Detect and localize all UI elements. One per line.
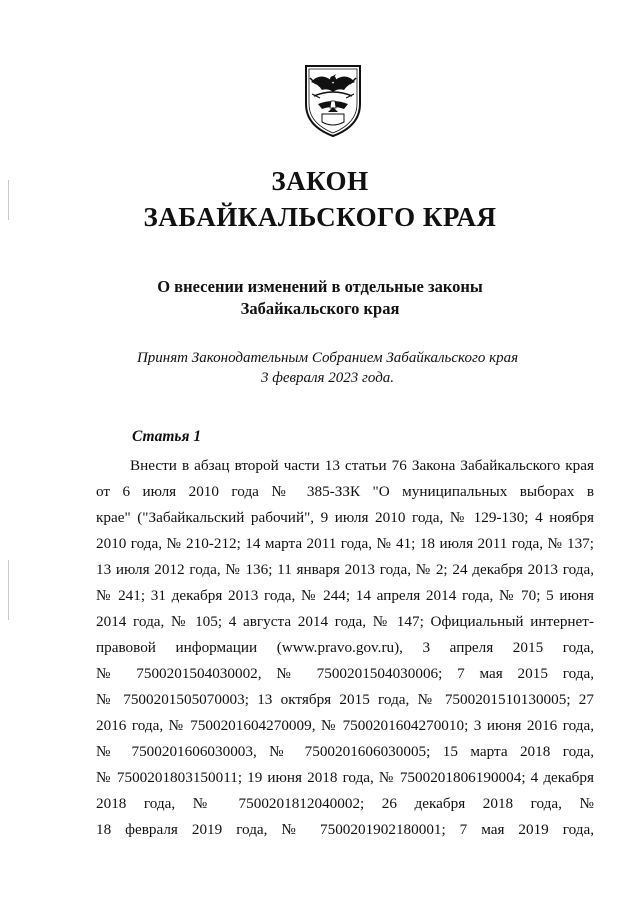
law-subtitle-line-2: Забайкальского края (240, 299, 400, 318)
article-heading: Статья 1 (132, 428, 202, 445)
scan-edge-mark (8, 180, 9, 220)
coat-of-arms-icon (298, 62, 368, 138)
law-title: ЗАКОН (271, 166, 369, 196)
body-line: крае" ("Забайкальский рабочий", 9 июля 2010 года, № 129-130; 4 ноября (96, 509, 594, 526)
body-line: 2010 года, № 210-212; 14 марта 2011 года, № 41; 18 июля 2011 года, № 137; (96, 535, 594, 552)
body-line: правовой информации (www.pravo.gov.ru), 3 апреля 2015 года, (96, 639, 594, 656)
body-line: № 7500201803150011; 19 июня 2018 года, № 7500201806190004; 4 декабря (96, 769, 594, 786)
scan-edge-mark (8, 560, 9, 620)
body-line: 2018 года, № 7500201812040002; 26 декабря 2018 года, № (96, 795, 594, 812)
body-line: Внести в абзац второй части 13 статьи 76 Закона Забайкальского края (130, 457, 594, 474)
adoption-note-line-1: Принят Законодательным Собранием Забайкальского края (136, 350, 519, 366)
body-line: от 6 июля 2010 года № 385-ЗЗК "О муниципальных выборах в (96, 483, 594, 500)
body-line: 13 июля 2012 года, № 136; 11 января 2013 года, № 2; 24 декабря 2013 года, (96, 561, 594, 578)
body-line: 2014 года, № 105; 4 августа 2014 года, № 147; Официальный интернет- (96, 613, 594, 630)
law-subtitle-line-1: О внесении изменений в отдельные законы (157, 277, 483, 296)
body-line: № 241; 31 декабря 2013 года, № 244; 14 апреля 2014 года, № 70; 5 июня (96, 587, 594, 604)
body-line: 18 февраля 2019 года, № 7500201902180001; 7 мая 2019 года, (96, 821, 594, 838)
body-line: № 7500201606030003, № 7500201606030005; 15 марта 2018 года, (96, 743, 594, 760)
body-line: № 7500201505070003; 13 октября 2015 года, № 7500201510130005; 27 (96, 691, 594, 708)
law-region-title: ЗАБАЙКАЛЬСКОГО КРАЯ (143, 202, 497, 232)
body-line: 2016 года, № 7500201604270009, № 7500201604270010; 3 июня 2016 года, (96, 717, 594, 734)
adoption-note-line-2: 3 февраля 2023 года. (260, 370, 395, 386)
body-line: № 7500201504030002, № 7500201504030006; 7 мая 2015 года, (96, 665, 594, 682)
